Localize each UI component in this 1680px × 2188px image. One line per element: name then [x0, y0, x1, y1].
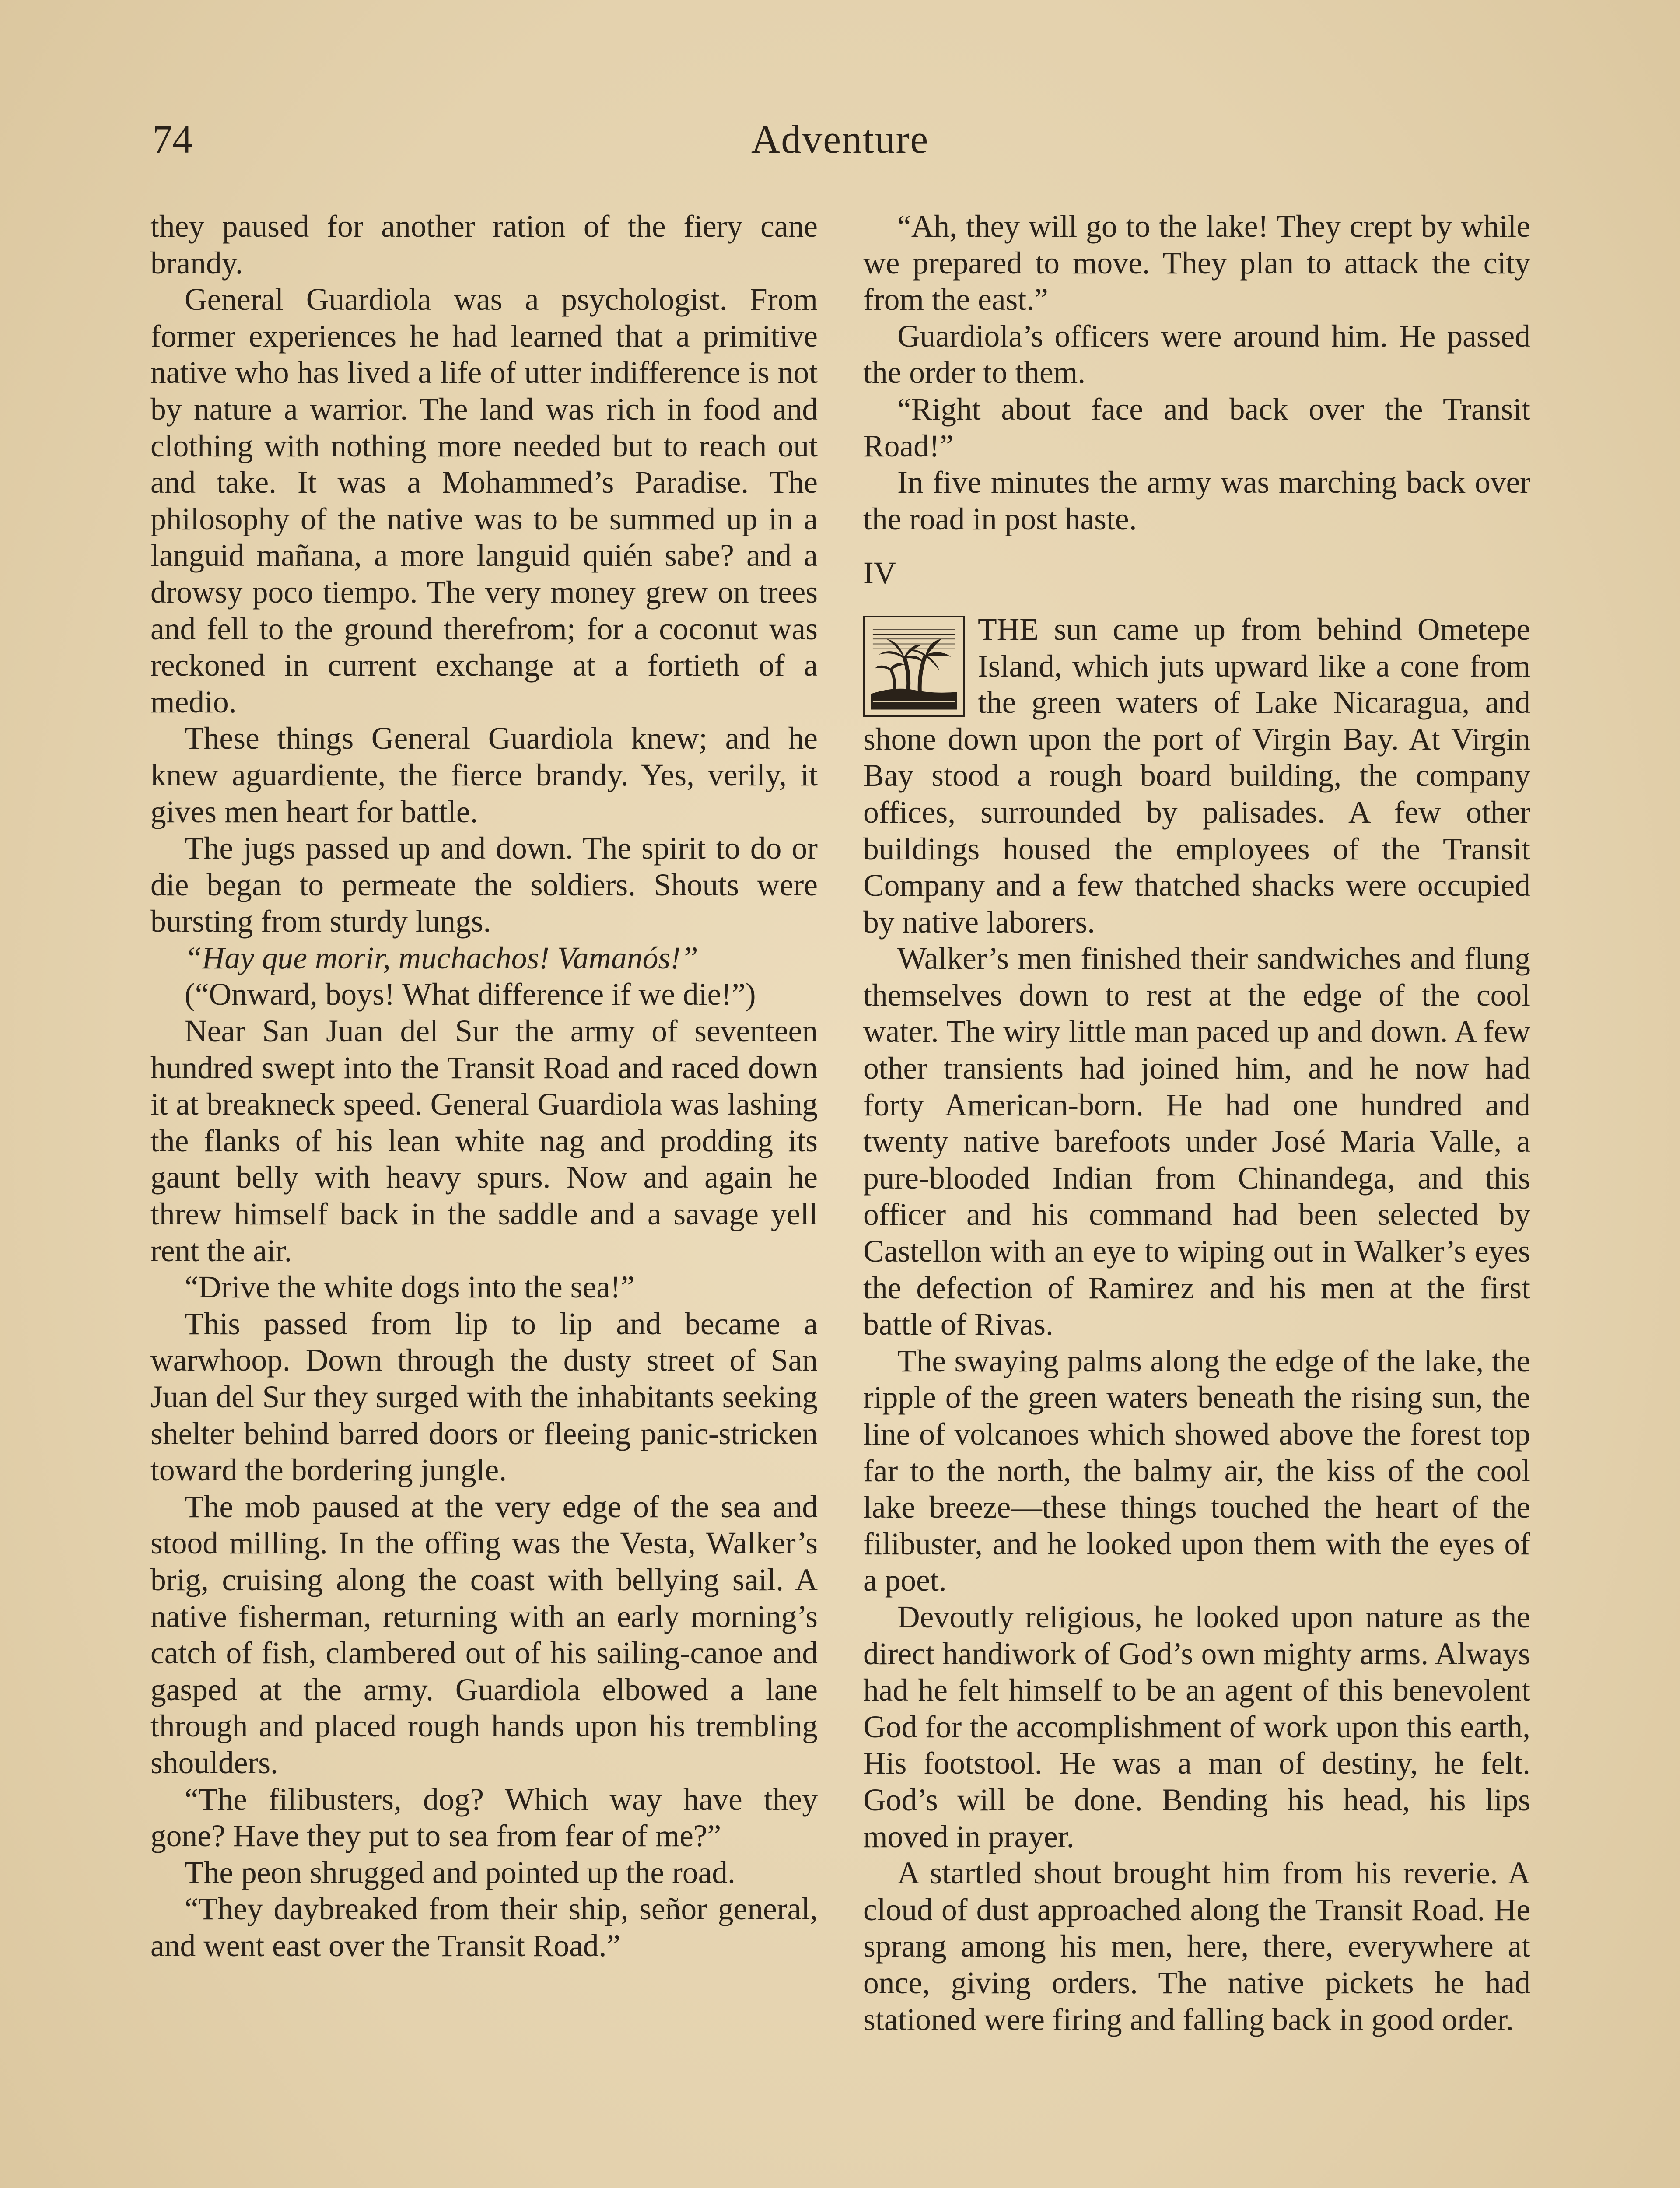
section-number: IV [863, 556, 896, 591]
paragraph: “They daybreaked from their ship, señor general, and went east over the Transit Road.” [150, 1892, 818, 1963]
paragraph: (“Onward, boys! What difference if we die!”) [185, 977, 756, 1012]
paragraph: The jugs passed up and down. The spirit to do or die began to permeate the soldiers. Shouts were bursting from sturdy lungs. [150, 831, 818, 939]
paragraph: Guardiola’s officers were around him. He passed the order to them. [863, 319, 1530, 390]
paragraph: “Right about face and back over the Transit Road!” [863, 392, 1530, 463]
paragraph: General Guardiola was a psychologist. From former experiences he had learned that a primitive native who has lived a life of utter indifference is not by nature a warrior. The land was rich in food and clothing with nothing more needed but to reach out and take. It was a Mohammed’s Paradise. The philosophy of the native was to be summed up in a languid mañana, a more languid quién sabe? and a drowsy poco tiempo. The very money grew on trees and fell to the ground therefrom; for a coconut was reckoned in current exchange at a fortieth of a medio. [150, 282, 818, 719]
left-column [150, 208, 818, 1964]
paragraph: In five minutes the army was marching back over the road in post haste. [863, 465, 1530, 536]
paragraph: A startled shout brought him from his reverie. A cloud of dust approached along the Transit Road. He sprang among his men, here, there, everywhere at once, giving orders. The native pickets he had stationed were firing and falling back in good order. [863, 1856, 1530, 2037]
running-head: Adventure [751, 117, 929, 161]
paragraph: “Hay que morir, muchachos! Vamanós!” [185, 940, 698, 975]
palm-trees-icon [863, 616, 965, 717]
paragraph: The mob paused at the very edge of the sea and stood milling. In the offing was the Vesta, Walker’s brig, cruising along the coast with bellying sail. A native fisherman, returning with an early morning’s catch of fish, clambered out of his sailing-canoe and gasped at the army. Guardiola elbowed a lane through and placed rough hands upon his trembling shoulders. [150, 1489, 818, 1780]
dropcap-paragraph: THE sun came up from behind Ometepe Island, which juts upward like a cone from the green waters of Lake Nicaragua, and shone down upon the port of Virgin Bay. At Virgin Bay stood a rough board building, the company offices, surrounded by palisades. A few other buildings housed the employees of the Transit Company and a few thatched shacks were occupied by native laborers. [863, 612, 1530, 940]
paragraph: “Drive the white dogs into the sea!” [185, 1270, 635, 1305]
paragraph: they paused for another ration of the fiery cane brandy. [150, 209, 818, 281]
paragraph: The swaying palms along the edge of the lake, the ripple of the green waters beneath the rising sun, the line of volcanoes which showed above the forest top far to the north, the balmy air, the kiss of the cool lake breeze—these things touched the heart of the filibuster, and he looked upon them with the eyes of a poet. [863, 1343, 1530, 1598]
right-column [863, 208, 1530, 2038]
paragraph: The peon shrugged and pointed up the road. [185, 1855, 735, 1890]
paragraph: Near San Juan del Sur the army of seventeen hundred swept into the Transit Road and raced down it at breakneck speed. General Guardiola was lashing the flanks of his lean white nag and prodding its gaunt belly with heavy spurs. Now and again he threw himself back in the saddle and a savage yell rent the air. [150, 1014, 818, 1268]
dropcap-paragraph-block [863, 611, 1530, 940]
paragraph: This passed from lip to lip and became a warwhoop. Down through the dusty street of San Juan del Sur they surged with the inhabitants seeking shelter behind barred doors or fleeing panic-stricken toward the bordering jungle. [150, 1306, 818, 1488]
paragraph: “Ah, they will go to the lake! They crept by while we prepared to move. They plan to attack the city from the east.” [863, 209, 1530, 317]
paragraph: Walker’s men finished their sandwiches and flung themselves down to rest at the edge of the cool water. The wiry little man paced up and down. A few other transients had joined him, and he now had forty American-born. He had one hundred and twenty native barefoots under José Maria Valle, a pure-blooded Indian from Chinandega, and this officer and his command had been selected by Castellon with an eye to wiping out in Walker’s eyes the defection of Ramirez and his men at the first battle of Rivas. [863, 941, 1530, 1342]
paragraph: These things General Guardiola knew; and he knew aguardiente, the fierce brandy. Yes, verily, it gives men heart for battle. [150, 721, 818, 829]
paragraph: Devoutly religious, he looked upon nature as the direct handiwork of God’s own mighty arms. Always had he felt himself to be an agent of this benevolent God for the accomplishment of work upon this earth, His footstool. He was a man of destiny, he felt. God’s will be done. Bending his head, his lips moved in prayer. [863, 1599, 1530, 1854]
paragraph: “The filibusters, dog? Which way have they gone? Have they put to sea from fear of me?” [150, 1782, 818, 1854]
page-number: 74 [152, 117, 192, 161]
